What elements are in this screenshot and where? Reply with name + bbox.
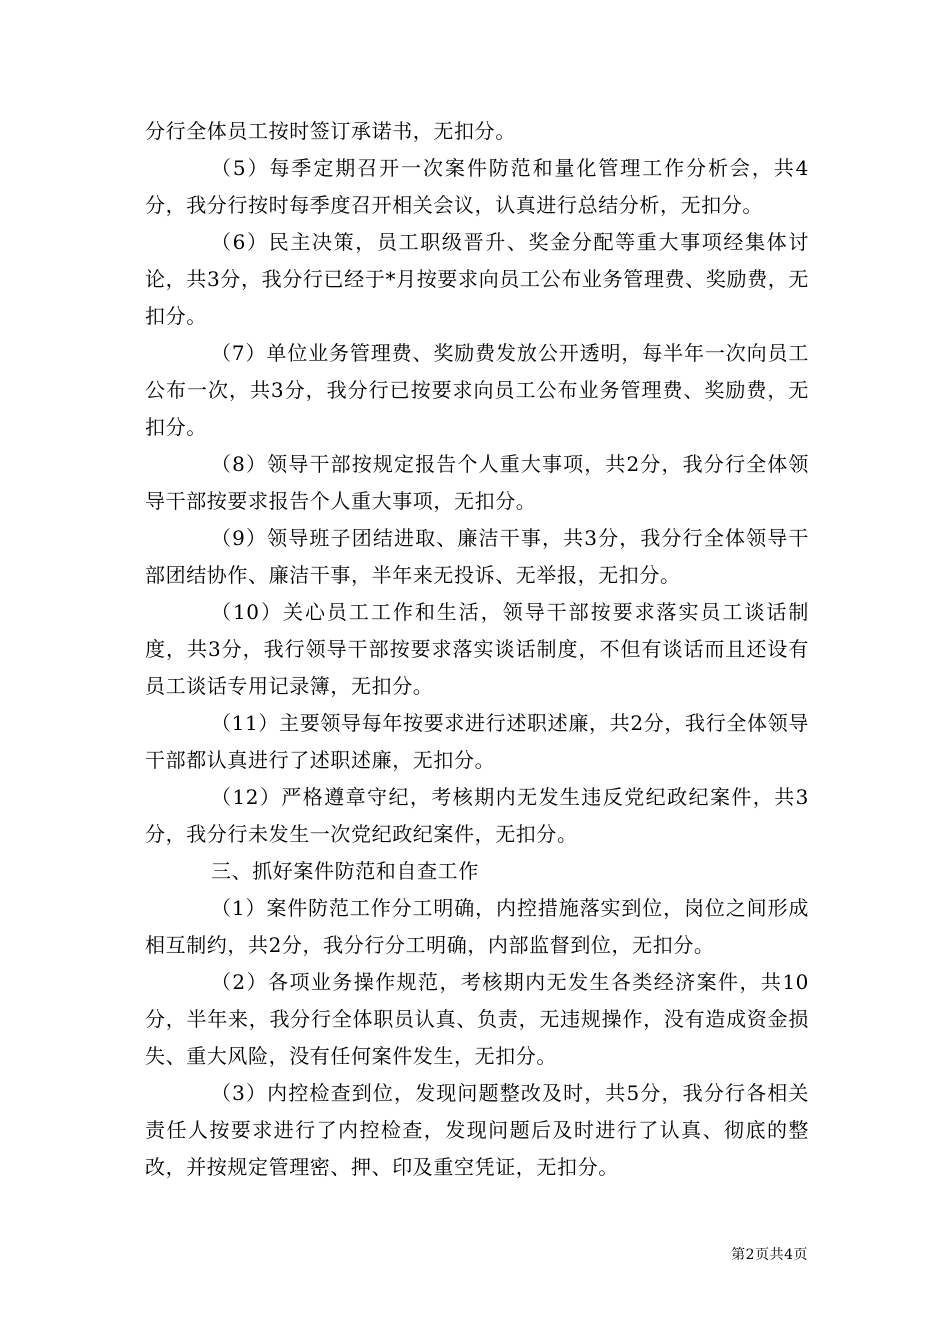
- page-number-footer: 第2页共4页: [731, 1247, 808, 1263]
- paragraph-section3-item-1: （1）案件防范工作分工明确，内控措施落实到位，岗位之间形成相互制约，共2分，我分行分工明确，内部监督到位，无扣分。: [145, 896, 809, 957]
- paragraph-item-7: （7）单位业务管理费、奖励费发放公开透明，每半年一次向员工公布一次，共3分，我分行已按要求向员工公布业务管理费、奖励费，无扣分。: [145, 341, 809, 439]
- paragraph-item-6: （6）民主决策，员工职级晋升、奖金分配等重大事项经集体讨论，共3分，我分行已经于*月按要求向员工公布业务管理费、奖励费，无扣分。: [145, 230, 809, 328]
- document-body: [145, 113, 809, 1186]
- paragraph-item-9: （9）领导班子团结进取、廉洁干事，共3分，我分行全体领导干部团结协作、廉洁干事，半年来无投诉、无举报，无扣分。: [145, 526, 809, 587]
- paragraph-item-5: （5）每季定期召开一次案件防范和量化管理工作分析会，共4分，我分行按时每季度召开相关会议，认真进行总结分析，无扣分。: [145, 156, 809, 217]
- paragraph-section3-item-2: （2）各项业务操作规范，考核期内无发生各类经济案件，共10分，半年来，我分行全体职员认真、负责，无违规操作，没有造成资金损失、重大风险，没有任何案件发生，无扣分。: [145, 970, 809, 1068]
- section-heading-3: 三、抓好案件防范和自查工作: [211, 859, 479, 883]
- paragraph-continuation: 分行全体员工按时签订承诺书，无扣分。: [145, 119, 516, 143]
- paragraph-item-10: （10）关心员工工作和生活，领导干部按要求落实员工谈话制度，共3分，我行领导干部按要求落实谈话制度，不但有谈话而且还设有员工谈话专用记录簿，无扣分。: [145, 600, 809, 698]
- paragraph-item-11: （11）主要领导每年按要求进行述职述廉，共2分，我行全体领导干部都认真进行了述职述廉，无扣分。: [145, 711, 809, 772]
- paragraph-item-12: （12）严格遵章守纪，考核期内无发生违反党纪政纪案件，共3分，我分行未发生一次党纪政纪案件，无扣分。: [145, 785, 809, 846]
- paragraph-item-8: （8）领导干部按规定报告个人重大事项，共2分，我分行全体领导干部按要求报告个人重大事项，无扣分。: [145, 452, 809, 513]
- paragraph-section3-item-3: （3）内控检查到位，发现问题整改及时，共5分，我分行各相关责任人按要求进行了内控检查，发现问题后及时进行了认真、彻底的整改，并按规定管理密、押、印及重空凭证，无扣分。: [145, 1081, 809, 1179]
